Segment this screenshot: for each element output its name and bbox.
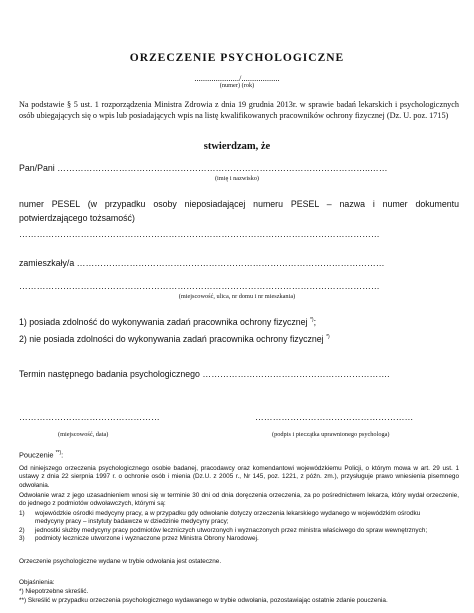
document-title: ORZECZENIE PSYCHOLOGICZNE xyxy=(129,52,345,64)
place-date-field: ………………………………………… xyxy=(19,412,160,422)
list-item-number: 3) xyxy=(19,534,25,542)
place-date-caption: (miejscowość, data) xyxy=(58,431,109,438)
address-field: zamieszkały/a …………………………………………………………………………………………… xyxy=(19,258,385,268)
list-item-number: 1) xyxy=(19,510,25,517)
option-2-mark: *) xyxy=(326,334,330,341)
list-item-text: medycyny pracy – instytuty badawcze w dziedzinie medycyny pracy; xyxy=(35,518,229,526)
list-item-text: wojewódzkie ośrodki medycyny pracy, a w przypadku gdy odwołanie dotyczy orzeczenia lekarskiego wydanego w wojewódzkim ośrodku xyxy=(35,510,421,517)
pouczenie-colon: : xyxy=(61,450,64,460)
number-caption: (numer) (rok) xyxy=(219,82,255,89)
address-caption: (miejscowość, ulica, nr domu i nr mieszkania) xyxy=(178,293,296,300)
list-item xyxy=(19,535,459,543)
legal-basis-paragraph: Na podstawie § 5 ust. 1 rozporządzenia Ministra Zdrowia z dnia 19 grudnia 2013r. w sprawie badań lekarskich i psychologicznych osób ubiegających się o wpis lub posiadających wpis na listę kwalifikowanych pracowników ochrony fizycznej (Dz. U. poz. 1715) xyxy=(19,100,459,120)
next-exam-field: Termin następnego badania psychologicznego ………………………………………………………. xyxy=(19,369,390,379)
number-field: ...................../.................. xyxy=(194,73,280,83)
option-1 xyxy=(19,317,316,327)
list-item xyxy=(19,527,459,535)
signature-caption: (podpis i pieczątka uprawnionego psychologa) xyxy=(272,431,390,438)
list-item xyxy=(19,510,459,518)
signature-field: ……………………………………………… xyxy=(255,412,414,422)
name-field: Pan/Pani ……………………………………………………………………………………………..…… xyxy=(19,163,388,173)
option-2-text: 2) nie posiada zdolności do wykonywania zadań pracownika ochrony fizycznej xyxy=(19,334,324,344)
pesel-label-line2: potwierdzającego tożsamość) xyxy=(19,213,135,223)
option-1-mark: *) xyxy=(309,317,314,324)
option-1-end: ; xyxy=(313,317,317,327)
name-caption: (imię i nazwisko) xyxy=(214,175,260,182)
list-item-text: podmioty lecznicze utworzone i wyznaczone przez Ministra Obrony Narodowej. xyxy=(35,534,259,542)
option-1-text: 1) posiada zdolność do wykonywania zadań pracownika ochrony fizycznej xyxy=(19,317,308,327)
pesel-label-line1: numer PESEL (w przypadku osoby nieposiadającej numeru PESEL – nazwa i numer dokumentu xyxy=(19,199,459,209)
list-item-text: jednostki służby medycyny pracy podmiotów leczniczych utworzonych i wyznaczonych przez ministra właściwego do spraw wewnętrznych; xyxy=(35,526,428,534)
list-item-number xyxy=(19,518,35,526)
pouczenie-heading xyxy=(19,450,63,459)
pouczenie-mark: **) xyxy=(55,450,62,456)
pesel-field: …………………………………………………………………………………………………………… xyxy=(19,229,380,239)
list-item xyxy=(19,518,459,526)
appeal-paragraph: Od niniejszego orzeczenia psychologicznego osobie badanej, pracodawcy oraz komendantowi wojewódzkiemu Policji, o którym mowa w art. 29 ust. 1 ustawy z dnia 22 sierpnia 1997 r. o ochronie osób i mienia (Dz.U. z 2005 r., Nr 145, poz. 1221, z późn. zm.), przysługuje prawo wniesienia pisemnego odwołania. xyxy=(19,465,459,489)
odwolanie-paragraph: Odwołanie wraz z jego uzasadnieniem wnosi się w terminie 30 dni od dnia doręczenia orzeczenia, za po pośrednictwem lekarza, który wydał orzeczenie, do jednego z podmiotów odwoławczych, którymi są: xyxy=(19,492,459,508)
option-2 xyxy=(19,334,330,344)
objasnienia-heading: Objaśnienia: xyxy=(19,579,55,586)
stwierdzam-heading: stwierdzam, że xyxy=(203,141,271,152)
address-field-line2: …………………………………………………………………………………………………………… xyxy=(19,281,380,291)
footnote-1: *) Niepotrzebne skreślić. xyxy=(19,588,89,595)
footnote-2: **) Skreślić w przypadku orzeczenia psychologicznego wydawanego w trybie odwołania, pozostawiając ostatnie zdanie pouczenia. xyxy=(19,597,388,604)
appeal-bodies-list xyxy=(19,510,459,543)
final-note: Orzeczenie psychologiczne wydane w trybie odwołania jest ostateczne. xyxy=(19,558,222,565)
pouczenie-label: Pouczenie xyxy=(19,450,54,460)
list-item-number: 2) xyxy=(19,526,25,534)
